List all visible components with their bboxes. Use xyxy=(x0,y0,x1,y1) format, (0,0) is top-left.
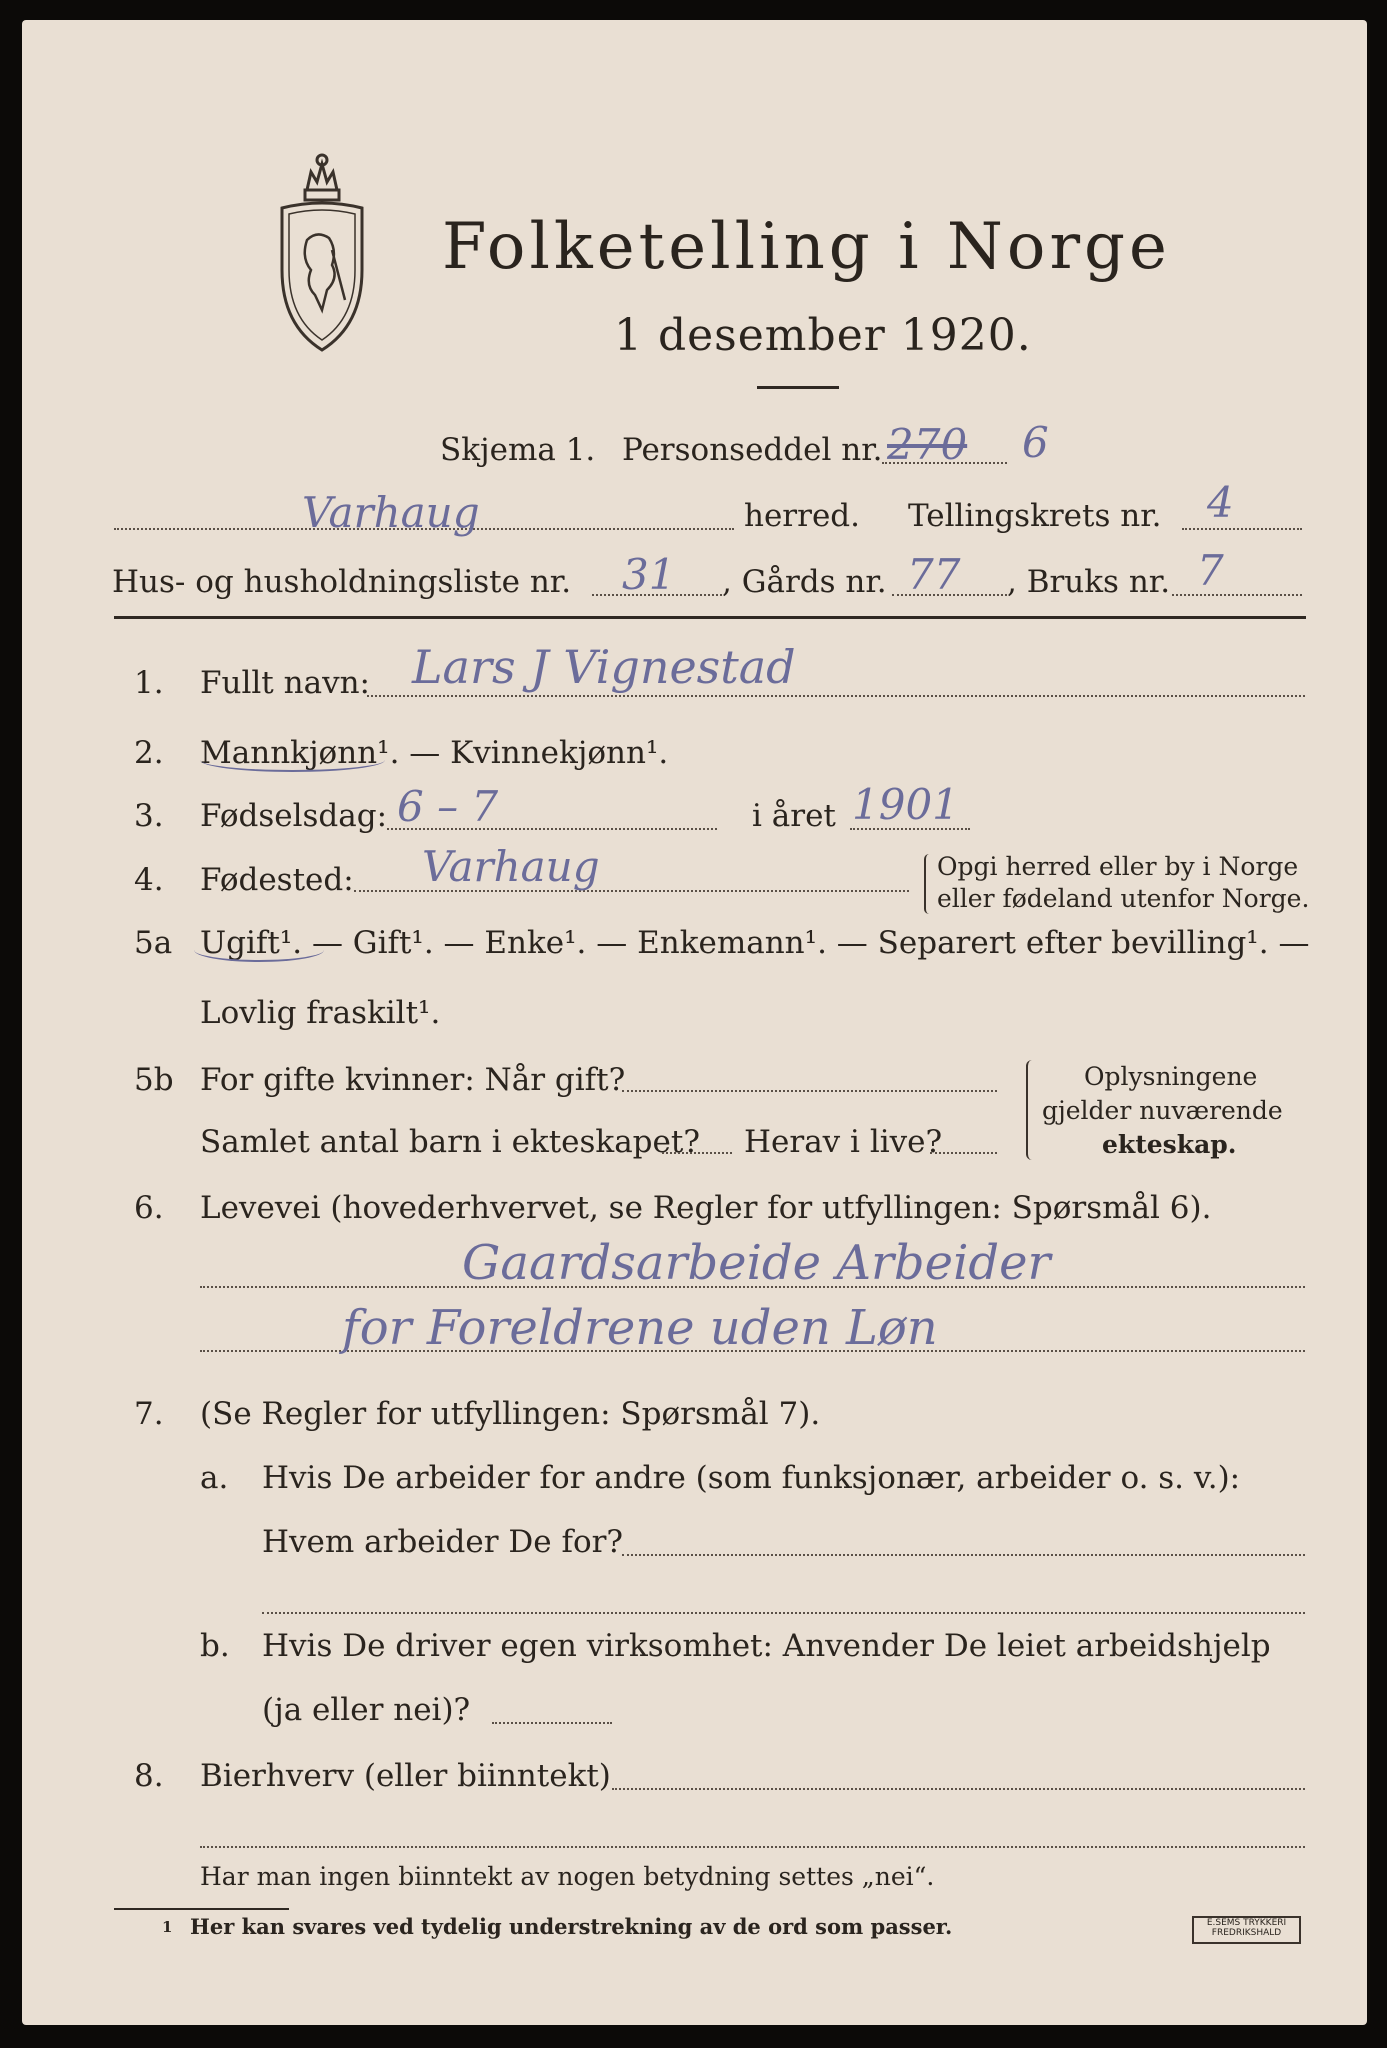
q5b-line2a: Samlet antal barn i ekteskapet? xyxy=(200,1124,700,1160)
q3-label: Fødselsdag: xyxy=(200,798,388,834)
q5b-note-line1: Oplysningene xyxy=(1084,1062,1258,1091)
q6-number: 6. xyxy=(134,1190,164,1226)
herred-value: Varhaug xyxy=(302,488,480,537)
gards-value: 77 xyxy=(907,550,961,599)
personseddel-value: 6 xyxy=(1022,418,1049,467)
q3-birthday-value: 6 – 7 xyxy=(397,782,499,831)
q1-number: 1. xyxy=(134,665,164,701)
q5b-note-line3: ekteskap. xyxy=(1102,1130,1237,1159)
q8-number: 8. xyxy=(134,1758,164,1794)
q7a-line2: Hvem arbeider De for? xyxy=(262,1524,624,1560)
coat-of-arms-icon xyxy=(277,150,367,370)
q5a-line2: Lovlig fraskilt¹. xyxy=(200,995,441,1031)
q6-occupation-value-line2: for Foreldrene uden Løn xyxy=(342,1300,938,1356)
q2-label: Mannkjønn¹. — Kvinnekjønn¹. xyxy=(200,735,669,771)
tellingskrets-value: 4 xyxy=(1207,478,1234,527)
personseddel-struck-value: 270 xyxy=(887,420,968,469)
q7a-line1: Hvis De arbeider for andre (som funksjonær, arbeider o. s. v.): xyxy=(262,1460,1241,1496)
q7b-line2: (ja eller nei)? xyxy=(262,1692,471,1728)
q7-number: 7. xyxy=(134,1396,164,1432)
header-rule xyxy=(114,616,1306,619)
q5a-number: 5a xyxy=(134,925,173,961)
q7b-letter: b. xyxy=(200,1628,230,1664)
q5b-line2b: Herav i live? xyxy=(744,1124,943,1160)
q5b-number: 5b xyxy=(134,1062,174,1098)
q2-mannkjonn-underline xyxy=(200,748,385,772)
printer-stamp: E.SEMS TRYKKERI FREDRIKSHALD xyxy=(1192,1916,1301,1944)
personseddel-label: Personseddel nr. xyxy=(622,432,883,468)
q4-label: Fødested: xyxy=(200,862,354,898)
q4-number: 4. xyxy=(134,862,164,898)
q5b-note-line2: gjelder nuværende xyxy=(1042,1096,1283,1125)
q5a-line1: Ugift¹. — Gift¹. — Enke¹. — Enkemann¹. — Separert efter bevilling¹. — xyxy=(200,925,1310,961)
gards-label: , Gårds nr. xyxy=(722,564,887,600)
q7b-line1: Hvis De driver egen virksomhet: Anvender De leiet arbeidshjelp xyxy=(262,1628,1271,1664)
q7-label: (Se Regler for utfyllingen: Spørsmål 7). xyxy=(200,1396,821,1432)
census-form xyxy=(22,20,1367,2025)
q1-label: Fullt navn: xyxy=(200,665,370,701)
tellingskrets-label: Tellingskrets nr. xyxy=(908,498,1162,534)
q5b-line1: For gifte kvinner: Når gift? xyxy=(200,1062,626,1098)
form-date: 1 desember 1920. xyxy=(614,310,1032,361)
title-divider xyxy=(757,386,839,389)
bruks-label: , Bruks nr. xyxy=(1007,564,1171,600)
q6-occupation-value-line1: Gaardsarbeide Arbeider xyxy=(462,1235,1051,1291)
hus-value: 31 xyxy=(622,550,676,599)
footnote-mark: 1 xyxy=(162,1918,173,1936)
q3-year-value: 1901 xyxy=(852,780,959,829)
footnote-text: Her kan svares ved tydelig understrekning av de ord som passer. xyxy=(190,1914,953,1939)
q8-label: Bierhverv (eller biinntekt) xyxy=(200,1758,611,1794)
footnote-rule xyxy=(114,1908,289,1910)
q4-note-line2: eller fødeland utenfor Norge. xyxy=(937,884,1310,913)
q3-number: 3. xyxy=(134,798,164,834)
q1-full-name-value: Lars J Vignestad xyxy=(412,640,796,694)
q7a-letter: a. xyxy=(200,1460,229,1496)
herred-label: herred. xyxy=(744,498,860,534)
q3-year-label: i året xyxy=(752,798,836,834)
q4-birthplace-value: Varhaug xyxy=(422,842,600,891)
q4-note-line1: Opgi herred eller by i Norge xyxy=(937,852,1299,881)
q2-number: 2. xyxy=(134,735,164,771)
biinntekt-note: Har man ingen biinntekt av nogen betydning settes „nei“. xyxy=(200,1862,935,1891)
q6-label: Levevei (hovederhvervet, se Regler for utfyllingen: Spørsmål 6). xyxy=(200,1190,1212,1226)
form-title: Folketelling i Norge xyxy=(442,210,1171,284)
q5a-ugift-underline xyxy=(194,938,324,962)
skjema-label: Skjema 1. xyxy=(440,432,596,468)
hus-label: Hus- og husholdningsliste nr. xyxy=(112,564,572,600)
bruks-value: 7 xyxy=(1197,546,1224,595)
